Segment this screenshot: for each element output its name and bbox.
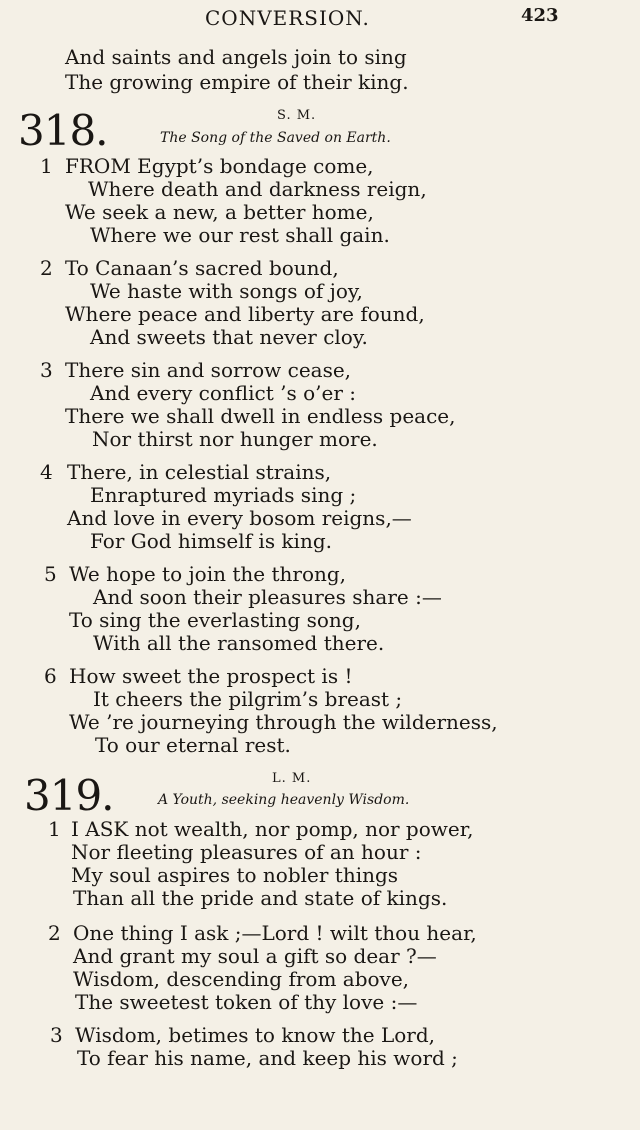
verse-line: How sweet the prospect is !	[69, 664, 353, 688]
verse-line: To sing the everlasting song,	[69, 608, 361, 632]
stanza-number: 2	[40, 256, 53, 280]
verse-line: One thing I ask ;—Lord ! wilt thou hear,	[73, 921, 477, 945]
verse-line: Nor fleeting pleasures of an hour :	[71, 840, 422, 864]
verse-line: Wisdom, betimes to know the Lord,	[75, 1023, 435, 1047]
stanza-number: 6	[44, 664, 57, 688]
verse-line: Enraptured myriads sing ;	[90, 483, 357, 507]
hymn-number: 319.	[24, 771, 114, 820]
stanza-number: 3	[40, 358, 53, 382]
continuation-line: The growing empire of their king.	[65, 70, 409, 94]
hymn-meter: L. M.	[272, 771, 312, 786]
verse-line: FROM Egypt’s bondage come,	[65, 154, 374, 178]
verse-line: We haste with songs of joy,	[90, 279, 363, 303]
hymn-meter: S. M.	[277, 108, 317, 123]
verse-line: To our eternal rest.	[95, 733, 291, 757]
verse-line: There we shall dwell in endless peace,	[65, 404, 456, 428]
hymn-subtitle: The Song of the Saved on Earth.	[160, 130, 391, 146]
verse-line: Where death and darkness reign,	[88, 177, 427, 201]
verse-line: And every conflict ’s o’er :	[90, 381, 356, 405]
hymn-subtitle: A Youth, seeking heavenly Wisdom.	[158, 792, 410, 808]
verse-line: Where we our rest shall gain.	[90, 223, 390, 247]
stanza-number: 3	[50, 1023, 63, 1047]
verse-line: We seek a new, a better home,	[65, 200, 374, 224]
verse-line: Nor thirst nor hunger more.	[92, 427, 378, 451]
verse-line: And grant my soul a gift so dear ?—	[73, 944, 437, 968]
verse-line: With all the ransomed there.	[93, 631, 385, 655]
stanza-number: 2	[48, 921, 61, 945]
verse-line: It cheers the pilgrim’s breast ;	[93, 687, 403, 711]
verse-line: Wisdom, descending from above,	[73, 967, 410, 991]
verse-line: There sin and sorrow cease,	[65, 358, 352, 382]
verse-line: The sweetest token of thy love :—	[75, 990, 418, 1014]
running-header: CONVERSION.	[205, 6, 370, 30]
verse-line: I ASK not wealth, nor pomp, nor power,	[71, 817, 474, 841]
verse-line: To fear his name, and keep his word ;	[77, 1046, 458, 1070]
continuation-line: And saints and angels join to sing	[65, 45, 407, 69]
verse-line: Than all the pride and state of kings.	[73, 886, 448, 910]
stanza-number: 1	[40, 154, 53, 178]
verse-line: And sweets that never cloy.	[90, 325, 368, 349]
verse-line: We hope to join the throng,	[69, 562, 347, 586]
verse-line: We ’re journeying through the wilderness,	[69, 710, 498, 734]
stanza-number: 4	[40, 460, 53, 484]
page-number: 423	[521, 5, 559, 26]
stanza-number: 5	[44, 562, 57, 586]
verse-line: Where peace and liberty are found,	[65, 302, 425, 326]
verse-line: There, in celestial strains,	[67, 460, 332, 484]
verse-line: My soul aspires to nobler things	[71, 863, 399, 887]
verse-line: To Canaan’s sacred bound,	[65, 256, 339, 280]
hymn-number: 318.	[18, 106, 108, 155]
stanza-number: 1	[48, 817, 61, 841]
verse-line: And love in every bosom reigns,—	[67, 506, 412, 530]
verse-line: For God himself is king.	[90, 529, 332, 553]
verse-line: And soon their pleasures share :—	[93, 585, 442, 609]
